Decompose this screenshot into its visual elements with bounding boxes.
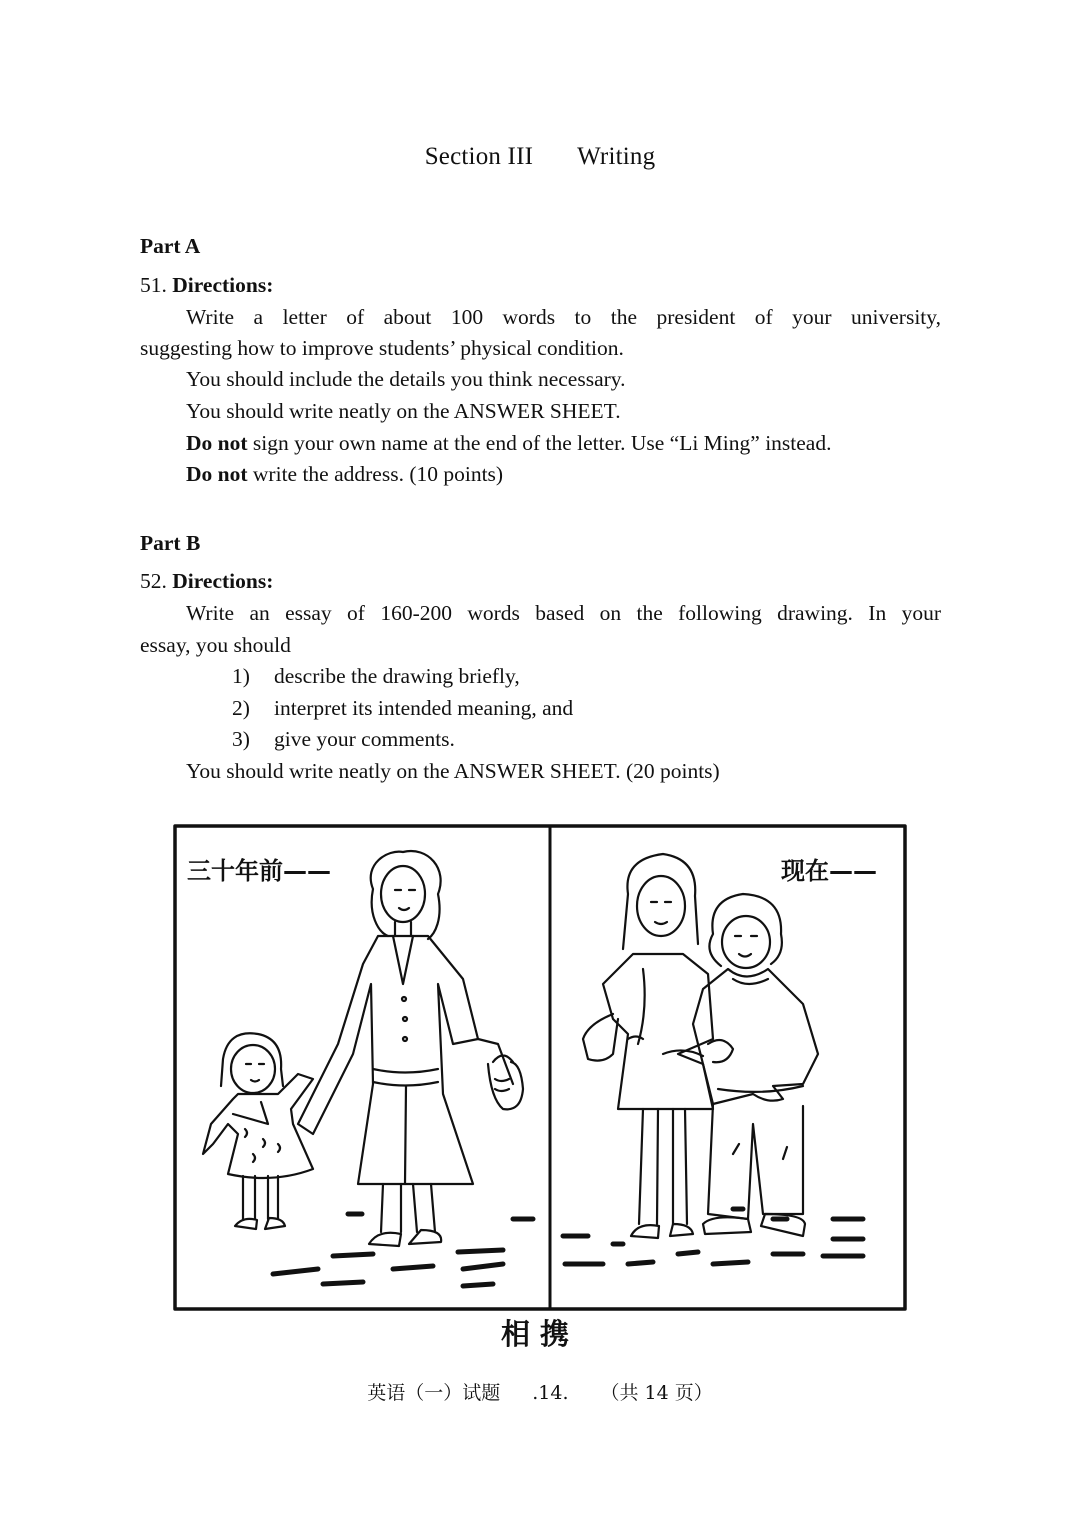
cartoon-drawing bbox=[173, 824, 907, 1311]
footer-page-number: .14. bbox=[532, 1382, 569, 1404]
daughter-figure bbox=[583, 854, 713, 1238]
do-not-emphasis: Do not bbox=[186, 431, 248, 455]
q51-number: 51. bbox=[140, 273, 167, 297]
q51-directions-label: Directions: bbox=[172, 273, 274, 297]
q51-line-3: You should include the details you think necessary. bbox=[186, 367, 626, 391]
page-footer bbox=[0, 1378, 1080, 1405]
requirement-item bbox=[232, 696, 573, 721]
drawing-caption: 相携 bbox=[500, 1317, 579, 1351]
right-panel-label: 现在—— bbox=[781, 857, 877, 885]
mother-figure bbox=[298, 851, 523, 1246]
ground-marks-left bbox=[273, 1214, 533, 1286]
q51-line-4: You should write neatly on the ANSWER SHEET. bbox=[186, 399, 621, 423]
q51-directions-heading bbox=[140, 273, 273, 298]
requirement-item bbox=[232, 664, 520, 689]
q51-line-5 bbox=[186, 431, 831, 456]
section-name: Writing bbox=[577, 143, 656, 170]
part-a-heading: Part A bbox=[140, 234, 201, 258]
item-text: describe the drawing briefly, bbox=[274, 664, 520, 688]
q51-line-1: Write a letter of about 100 words to the president of your university, bbox=[186, 305, 941, 329]
q52-line-2: essay, you should bbox=[140, 633, 291, 657]
q52-directions-heading bbox=[140, 569, 273, 594]
q52-directions-label: Directions: bbox=[172, 569, 274, 593]
footer-subject: 英语（一）试题 bbox=[367, 1382, 501, 1404]
q52-closing: You should write neatly on the ANSWER SHEET. (20 points) bbox=[186, 759, 720, 783]
drawing-frame bbox=[175, 826, 905, 1309]
q52-line-1: Write an essay of 160-200 words based on the following drawing. In your bbox=[186, 601, 941, 625]
item-text: give your comments. bbox=[274, 727, 455, 751]
part-b-heading: Part B bbox=[140, 531, 201, 555]
ground-marks-right bbox=[563, 1209, 863, 1264]
do-not-emphasis: Do not bbox=[186, 462, 248, 486]
section-title bbox=[0, 143, 1080, 171]
item-number: 2) bbox=[232, 696, 250, 720]
child-figure bbox=[203, 1033, 313, 1229]
footer-total-pages: （共 14 页） bbox=[600, 1382, 713, 1404]
item-number: 1) bbox=[232, 664, 250, 688]
section-number: Section III bbox=[424, 143, 534, 170]
q51-line-2: suggesting how to improve students’ physical condition. bbox=[140, 336, 624, 360]
q51-line-6-text: write the address. (10 points) bbox=[247, 462, 504, 486]
left-panel-label: 三十年前—— bbox=[187, 857, 331, 885]
item-number: 3) bbox=[232, 727, 250, 751]
q52-number: 52. bbox=[140, 569, 167, 593]
requirement-item bbox=[232, 727, 455, 752]
q51-line-5-text: sign your own name at the end of the letter. Use “Li Ming” instead. bbox=[247, 431, 832, 455]
item-text: interpret its intended meaning, and bbox=[274, 696, 574, 720]
elderly-mother-figure bbox=[693, 894, 818, 1236]
q51-line-6 bbox=[186, 462, 503, 487]
